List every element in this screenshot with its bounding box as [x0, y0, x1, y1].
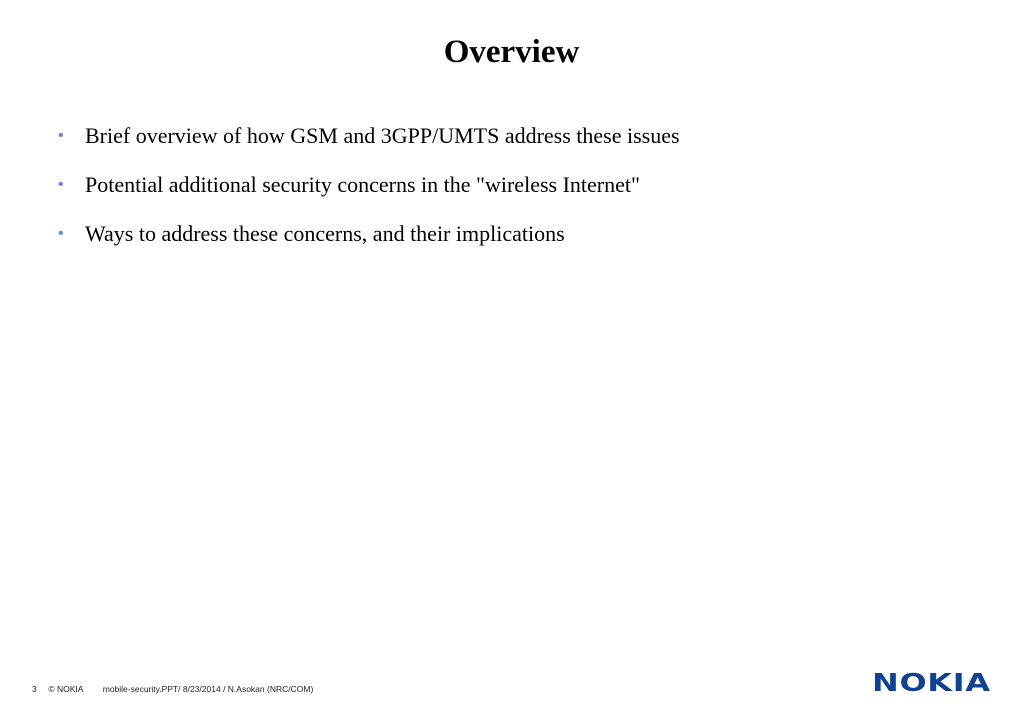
- bullet-icon: •: [58, 225, 64, 242]
- footer: [32, 682, 313, 696]
- document-info: mobile-security.PPT/ 8/23/2014 / N.Asokan (NRC/COM): [102, 684, 314, 694]
- slide-title: Overview: [443, 34, 580, 70]
- bullet-item-1: [55, 120, 955, 169]
- bullet-text: Brief overview of how GSM and 3GPP/UMTS address these issues: [85, 123, 680, 148]
- bullet-icon: •: [58, 176, 64, 193]
- bullet-item-2: [55, 169, 955, 218]
- copyright-notice: © NOKIA: [48, 684, 84, 694]
- page-number: 3: [32, 684, 37, 694]
- bullet-list: [55, 120, 955, 267]
- nokia-logo: NOKIA: [872, 668, 991, 697]
- bullet-icon: •: [58, 127, 64, 144]
- bullet-item-3: [55, 218, 955, 267]
- bullet-text: Potential additional security concerns in the "wireless Internet": [85, 172, 640, 197]
- bullet-text: Ways to address these concerns, and their implications: [85, 221, 565, 246]
